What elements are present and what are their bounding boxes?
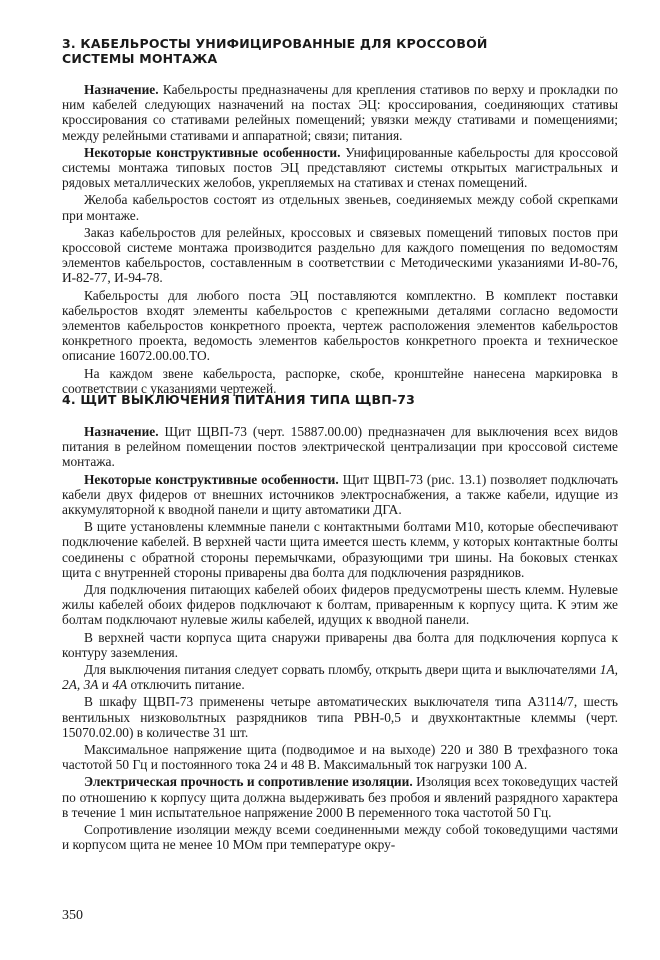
paragraph: В щите установлены клеммные панели с контактными болтами М10, которые обеспечивают подключение кабелей. В верхней части щита имеется шесть клемм, у которых контактные болты соединены с обратной стороны перемычками, образующими три шины. На боковых стенках щита с внутренней стороны приварены два болта для подключения разрядников. — [62, 519, 618, 580]
paragraph: Желоба кабельростов состоят из отдельных звеньев, соединяемых между собой скрепками при монтаже. — [62, 192, 618, 223]
section-4-body — [62, 424, 618, 854]
paragraph: На каждом звене кабельроста, распорке, скобе, кронштейне нанесена маркировка в соответствии с указаниями чертежей. — [62, 365, 618, 396]
paragraph: Для подключения питающих кабелей обоих фидеров предусмотрены шесть клемм. Нулевые жилы кабелей обоих фидеров подключают к болтам, приваренным к корпусу щита. К этим же болтам подключают нулевые жилы кабелей, идущих к вводной панели. — [62, 582, 618, 628]
switch-labels: 1А, 2А, 3А — [62, 662, 618, 693]
lead-term: Некоторые конструктивные особенности. — [84, 471, 339, 487]
paragraph-text: Кабельросты предназначены для крепления стативов по верху и прокладки по ним кабелей следующих назначений на постах ЭЦ: кроссирования, соединяющих стативы кроссирования со стативами релейных помещений; увязки между стативами и помещениями; между релейными стативами и аппаратной; связи; питания. — [62, 82, 618, 143]
lead-term: Электрическая прочность и сопротивление изоляции. — [84, 774, 413, 790]
page-number: 350 — [62, 908, 83, 923]
paragraph: Кабельросты для любого поста ЭЦ поставляются комплектно. В комплект поставки кабельростов входят элементы кабельростов с крепежными деталями согласно ведомости элементов кабельростов конкретного проекта, чертеж расположения элементов кабельростов конкретного проекта, ведомость элементов кабельростов конкретного проекта и техническое описание 16072.00.00.ТО. — [62, 287, 618, 364]
paragraph — [62, 424, 618, 470]
section-3-title-line-2: СИСТЕМЫ МОНТАЖА — [62, 51, 218, 66]
paragraph-text: отключить питание. — [127, 677, 245, 693]
paragraph — [62, 774, 618, 820]
paragraph-text: Изоляция всех токоведущих частей по отношению к корпусу щита должна выдерживать без пробоя и явлений разрядного характера в течение 1 мин испытательное напряжение 2000 В переменного тока частотой 50 Гц. — [62, 774, 618, 820]
paragraph: В верхней части корпуса щита снаружи приварены два болта для подключения корпуса к контуру заземления. — [62, 629, 618, 660]
paragraph-text: и — [98, 677, 113, 693]
paragraph: В шкафу ЩВП-73 применены четыре автоматических выключателя типа А3114/7, шесть вентильных низковольтных разрядников типа РВН-0,5 и двухконтактные клеммы (черт. 15070.02.00) в количестве 31 шт. — [62, 694, 618, 740]
paragraph-text: Щит ЩВП-73 (черт. 15887.00.00) предназначен для выключения всех видов питания в релейном помещении постов электрической централизации при кроссовой системе монтажа. — [62, 424, 618, 470]
section-3-heading — [62, 36, 622, 66]
paragraph — [62, 82, 618, 143]
section-3-title-line-1: 3. КАБЕЛЬРОСТЫ УНИФИЦИРОВАННЫЕ ДЛЯ КРОССОВОЙ — [62, 36, 488, 51]
paragraph: Заказ кабельростов для релейных, кроссовых и связевых помещений типовых постов при кроссовой системе монтажа производится раздельно для каждого помещения по ведомостям элементов кабельростов, составленным в соответствии с Методическими указаниями И-80-76, И-82-77, И-94-78. — [62, 224, 618, 286]
paragraph-text: Щит ЩВП-73 (рис. 13.1) позволяет подключать кабели двух фидеров от внешних источников электроснабжения, а также кабели, идущие из аккумуляторной к вводной панели и щиту автоматики ДГА. — [62, 471, 619, 518]
paragraph — [62, 472, 618, 518]
paragraph: Сопротивление изоляции между всеми соединенными между собой токоведущими частями и корпусом щита не менее 10 МОм при температуре окру- — [62, 822, 618, 853]
section-4-heading: 4. ЩИТ ВЫКЛЮЧЕНИЯ ПИТАНИЯ ТИПА ЩВП-73 — [62, 392, 416, 407]
paragraph-text: Для выключения питания следует сорвать пломбу, открыть двери щита и выключателями — [84, 662, 600, 678]
lead-term: Назначение. — [84, 424, 159, 439]
lead-term: Некоторые конструктивные особенности. — [84, 144, 341, 160]
paragraph — [62, 145, 618, 191]
section-3-body — [62, 82, 618, 398]
paragraph: Максимальное напряжение щита (подводимое и на выходе) 220 и 380 В трехфазного тока частотой 50 Гц и постоянного тока 24 и 48 В. Максимальный ток нагрузки 100 А. — [62, 742, 618, 773]
paragraph-text: Унифицированные кабельросты для кроссовой системы монтажа типовых постов ЭЦ представляют системы открытых магистральных и рядовых металлических желобов, укрепляемых на стативах и стенах помещений. — [62, 144, 618, 191]
paragraph — [62, 662, 618, 692]
switch-label: 4А — [112, 677, 128, 693]
lead-term: Назначение. — [84, 82, 159, 97]
